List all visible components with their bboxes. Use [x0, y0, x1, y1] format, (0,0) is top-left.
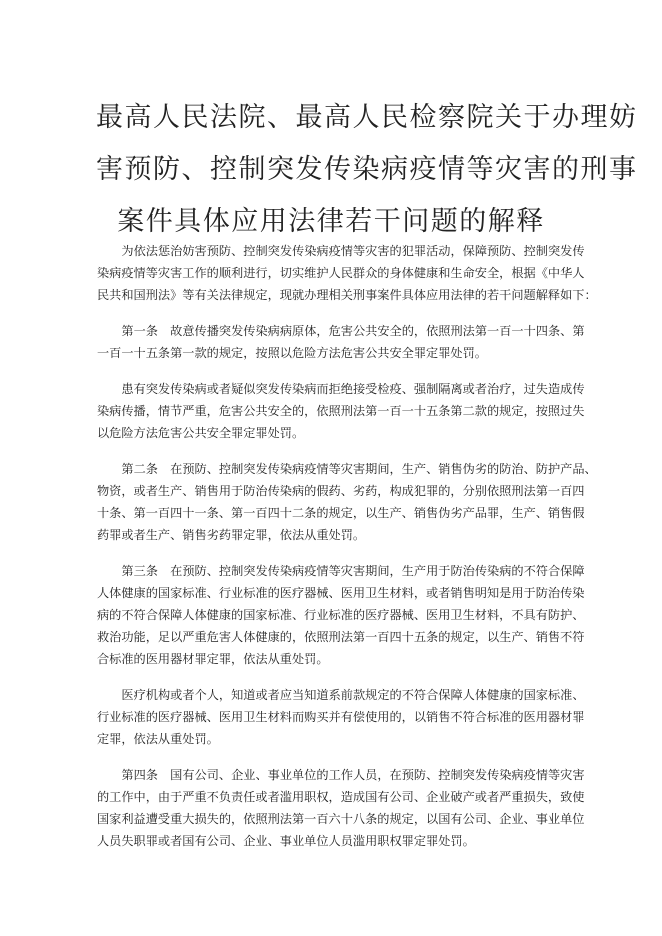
paragraph-line: 的工作中，由于严重不负责任或者滥用职权，造成国有公司、企业破产或者严重损失，致使 — [97, 790, 585, 804]
paragraph-line: 染病传播，情节严重，危害公共安全的，依照刑法第一百一十五条第二款的规定，按照过失 — [97, 404, 585, 418]
paragraph-line: 第二条 在预防、控制突发传染病疫情等灾害期间，生产、销售伪劣的防治、防护产品、 — [121, 462, 597, 476]
title-line-1: 最高人民法院、最高人民检察院关于办理妨 — [96, 102, 638, 133]
paragraph-article-4 — [97, 764, 585, 852]
document-title — [96, 92, 638, 248]
paragraph-line: 一百一十五条第一款的规定，按照以危险方法危害公共安全罪定罪处罚。 — [97, 346, 487, 360]
paragraph-line: 国家利益遭受重大损失的，依照刑法第一百六十八条的规定，以国有公司、企业、事业单位 — [97, 812, 585, 826]
paragraph-line: 为依法惩治妨害预防、控制突发传染病疫情等灾害的犯罪活动，保障预防、控制突发传 — [121, 244, 585, 258]
title-line-2: 害预防、控制突发传染病疫情等灾害的刑事 — [96, 154, 638, 185]
paragraph-line: 救治功能，足以严重危害人体健康的，依照刑法第一百四十五条的规定，以生产、销售不符 — [97, 630, 585, 644]
paragraph-article-3 — [97, 560, 585, 670]
paragraph-line: 行业标准的医疗器械、医用卫生材料而购买并有偿使用的，以销售不符合标准的医用器材罪 — [97, 710, 585, 724]
paragraph-line: 患有突发传染病或者疑似突发传染病而拒绝接受检疫、强制隔离或者治疗，过失造成传 — [121, 382, 585, 396]
paragraph-line: 定罪，依法从重处罚。 — [97, 732, 219, 746]
document-body — [97, 240, 597, 866]
paragraph-article-2 — [97, 458, 597, 546]
paragraph-line: 十条、第一百四十一条、第一百四十二条的规定，以生产、销售伪劣产品罪，生产、销售假 — [97, 506, 585, 520]
paragraph-line: 第一条 故意传播突发传染病病原体，危害公共安全的，依照刑法第一百一十四条、第 — [121, 324, 585, 338]
paragraph-article-1 — [97, 320, 585, 364]
paragraph-line: 第三条 在预防、控制突发传染病疫情等灾害期间，生产用于防治传染病的不符合保障 — [121, 564, 585, 578]
paragraph-line: 病的不符合保障人体健康的国家标准、行业标准的医疗器械、医用卫生材料，不具有防护、 — [97, 608, 585, 622]
paragraph-line: 民共和国刑法》等有关法律规定，现就办理相关刑事案件具体应用法律的若干问题解释如下： — [97, 288, 597, 302]
paragraph-line: 染病疫情等灾害工作的顺利进行，切实维护人民群众的身体健康和生命安全，根据《中华人 — [97, 266, 585, 280]
title-line-3: 案件具体应用法律若干问题的解释 — [117, 206, 545, 237]
paragraph-article-3-clause-2 — [97, 684, 585, 750]
paragraph-line: 药罪或者生产、销售劣药罪定罪，依法从重处罚。 — [97, 528, 366, 542]
paragraph-line: 第四条 国有公司、企业、事业单位的工作人员，在预防、控制突发传染病疫情等灾害 — [121, 768, 585, 782]
paragraph-line: 人体健康的国家标准、行业标准的医疗器械、医用卫生材料，或者销售明知是用于防治传染 — [97, 586, 585, 600]
paragraph-line: 物资，或者生产、销售用于防治传染病的假药、劣药，构成犯罪的，分别依照刑法第一百四 — [97, 484, 585, 498]
paragraph-line: 人员失职罪或者国有公司、企业、事业单位人员滥用职权罪定罪处罚。 — [97, 834, 475, 848]
paragraph-line: 医疗机构或者个人，知道或者应当知道系前款规定的不符合保障人体健康的国家标准、 — [121, 688, 585, 702]
paragraph-article-1-clause-2 — [97, 378, 585, 444]
paragraph-preamble — [97, 240, 597, 306]
paragraph-line: 合标准的医用器材罪定罪，依法从重处罚。 — [97, 652, 329, 666]
paragraph-line: 以危险方法危害公共安全罪定罪处罚。 — [97, 426, 305, 440]
